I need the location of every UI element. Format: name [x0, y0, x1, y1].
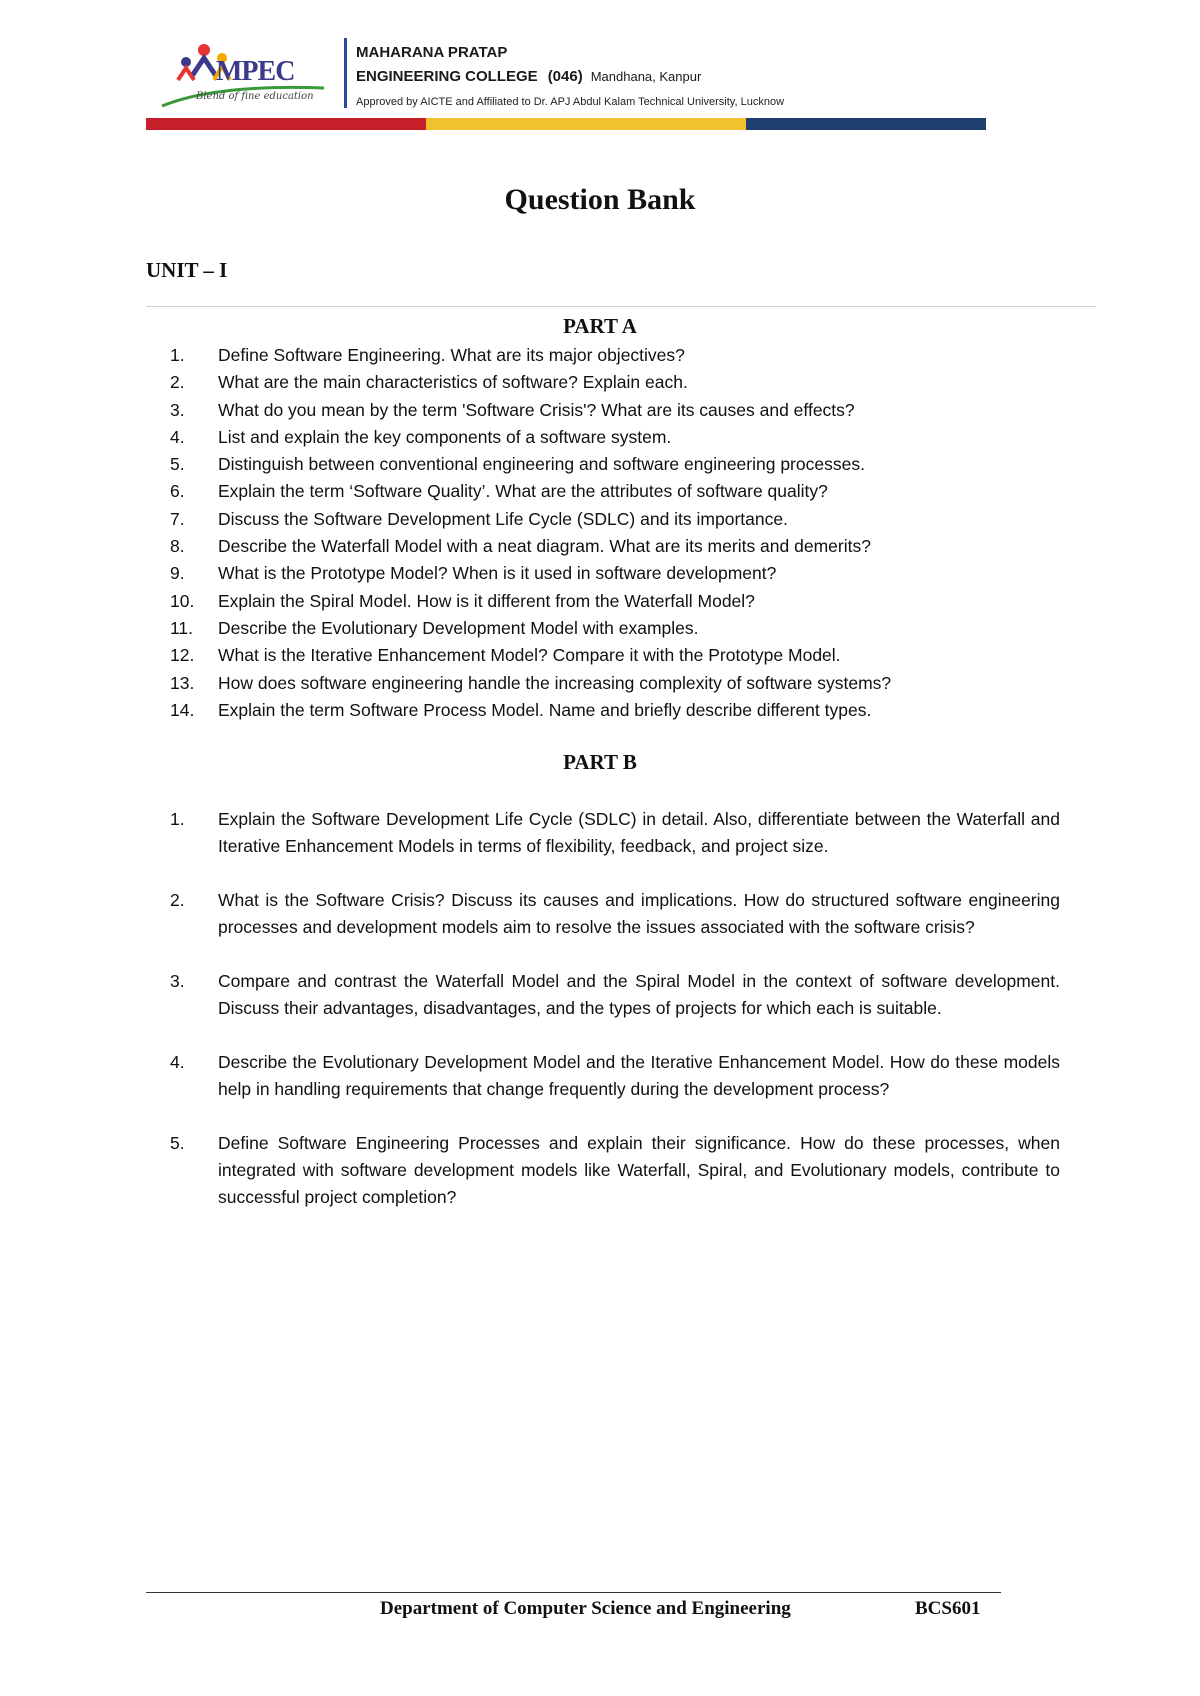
- question-text: What is the Iterative Enhancement Model? Compare it with the Prototype Model.: [218, 645, 841, 666]
- question-number: 7.: [170, 508, 185, 529]
- question-text: Describe the Evolutionary Development Model with examples.: [218, 617, 699, 638]
- question-text: List and explain the key components of a software system.: [218, 426, 672, 447]
- question-item: [170, 533, 1070, 560]
- question-text: Explain the term Software Process Model. Name and briefly describe different types.: [218, 699, 872, 720]
- logo-text: MPEC: [216, 56, 295, 87]
- college-logo: [156, 36, 336, 114]
- question-text: Explain the Software Development Life Cycle (SDLC) in detail. Also, differentiate between the Waterfall and Iterative Enhancement Models in terms of flexibility, feedback, and project size.: [218, 809, 1060, 856]
- question-item: [170, 887, 1060, 941]
- college-name-line2-text: ENGINEERING COLLEGE: [356, 68, 538, 85]
- question-item: [170, 670, 1070, 697]
- college-place: Mandhana, Kanpur: [590, 69, 702, 84]
- question-number: 1.: [170, 809, 185, 829]
- header-divider: [344, 38, 347, 108]
- question-number: 5.: [170, 1133, 185, 1153]
- question-number: 2.: [170, 372, 185, 393]
- question-item: [170, 478, 1070, 505]
- part-a-heading: PART A: [563, 314, 637, 338]
- question-item: [170, 642, 1070, 669]
- question-text: Describe the Evolutionary Development Model and the Iterative Enhancement Model. How do these models help in handling requirements that change frequently during the development process?: [218, 1052, 1060, 1099]
- question-item: [170, 451, 1070, 478]
- question-text: Describe the Waterfall Model with a neat diagram. What are its merits and demerits?: [218, 536, 871, 557]
- question-item: [170, 968, 1060, 1022]
- header-stripe-yellow: [426, 118, 746, 130]
- question-text: What do you mean by the term 'Software Crisis'? What are its causes and effects?: [218, 399, 855, 420]
- question-number: 10.: [170, 590, 195, 611]
- college-code: (046): [547, 68, 583, 85]
- question-number: 4.: [170, 1052, 185, 1072]
- question-number: 3.: [170, 399, 185, 420]
- question-text: What is the Software Crisis? Discuss its causes and implications. How do structured software engineering processes and development models aim to resolve the issues associated with the software crisis?: [218, 890, 1060, 937]
- college-header: [146, 32, 986, 132]
- question-item: [170, 588, 1070, 615]
- question-item: [170, 615, 1070, 642]
- footer-department: Department of Computer Science and Engineering: [380, 1598, 791, 1619]
- question-number: 1.: [170, 345, 185, 365]
- question-text: Compare and contrast the Waterfall Model and the Spiral Model in the context of software development. Discuss their advantages, disadvantages, and the types of projects for which each is suitable.: [218, 971, 1060, 1018]
- footer-course-code: BCS601: [915, 1598, 981, 1619]
- question-item: [170, 369, 1070, 396]
- question-item: [170, 342, 1070, 369]
- question-item: [170, 560, 1070, 587]
- question-text: Distinguish between conventional engineering and software engineering processes.: [218, 454, 865, 475]
- divider: [146, 306, 1096, 307]
- question-number: 5.: [170, 454, 185, 475]
- question-number: 3.: [170, 971, 185, 991]
- question-number: 11.: [170, 617, 194, 638]
- question-text: Define Software Engineering Processes and explain their significance. How do these processes, when integrated with software development models like Waterfall, Spiral, and Evolutionary models, contribute to successful project completion?: [218, 1133, 1060, 1207]
- question-item: [170, 397, 1070, 424]
- part-b-list: [170, 806, 1060, 1238]
- question-text: Discuss the Software Development Life Cycle (SDLC) and its importance.: [218, 508, 788, 529]
- question-item: [170, 506, 1070, 533]
- college-name-line1: MAHARANA PRATAP: [356, 44, 508, 61]
- question-number: 8.: [170, 536, 185, 557]
- question-text: What are the main characteristics of software? Explain each.: [218, 372, 688, 393]
- question-number: 9.: [170, 563, 185, 584]
- approval-line: Approved by AICTE and Affiliated to Dr. APJ Abdul Kalam Technical University, Lucknow: [356, 96, 785, 108]
- question-text: What is the Prototype Model? When is it used in software development?: [218, 563, 777, 584]
- part-a-list: [170, 342, 1070, 724]
- question-number: 6.: [170, 481, 185, 502]
- question-text: How does software engineering handle the increasing complexity of software systems?: [218, 672, 892, 693]
- college-name-line2: [356, 68, 701, 85]
- question-number: 4.: [170, 426, 185, 447]
- footer-rule: [146, 1592, 1001, 1593]
- question-text: Define Software Engineering. What are its major objectives?: [218, 345, 685, 365]
- unit-heading: UNIT – I: [146, 258, 228, 282]
- part-b-heading: PART B: [563, 750, 637, 774]
- question-item: [170, 806, 1060, 860]
- question-number: 14.: [170, 699, 195, 720]
- question-number: 13.: [170, 672, 195, 693]
- question-item: [170, 424, 1070, 451]
- question-number: 2.: [170, 890, 185, 910]
- question-item: [170, 1130, 1060, 1211]
- logo-tagline: Blend of fine education: [196, 91, 314, 102]
- header-stripe-red: [146, 118, 426, 130]
- header-stripe-blue: [746, 118, 986, 130]
- question-number: 12.: [170, 645, 195, 666]
- question-text: Explain the Spiral Model. How is it different from the Waterfall Model?: [218, 590, 755, 611]
- page-title: Question Bank: [504, 183, 696, 216]
- question-item: [170, 1049, 1060, 1103]
- question-text: Explain the term ‘Software Quality’. What are the attributes of software quality?: [218, 481, 828, 502]
- question-item: [170, 697, 1070, 724]
